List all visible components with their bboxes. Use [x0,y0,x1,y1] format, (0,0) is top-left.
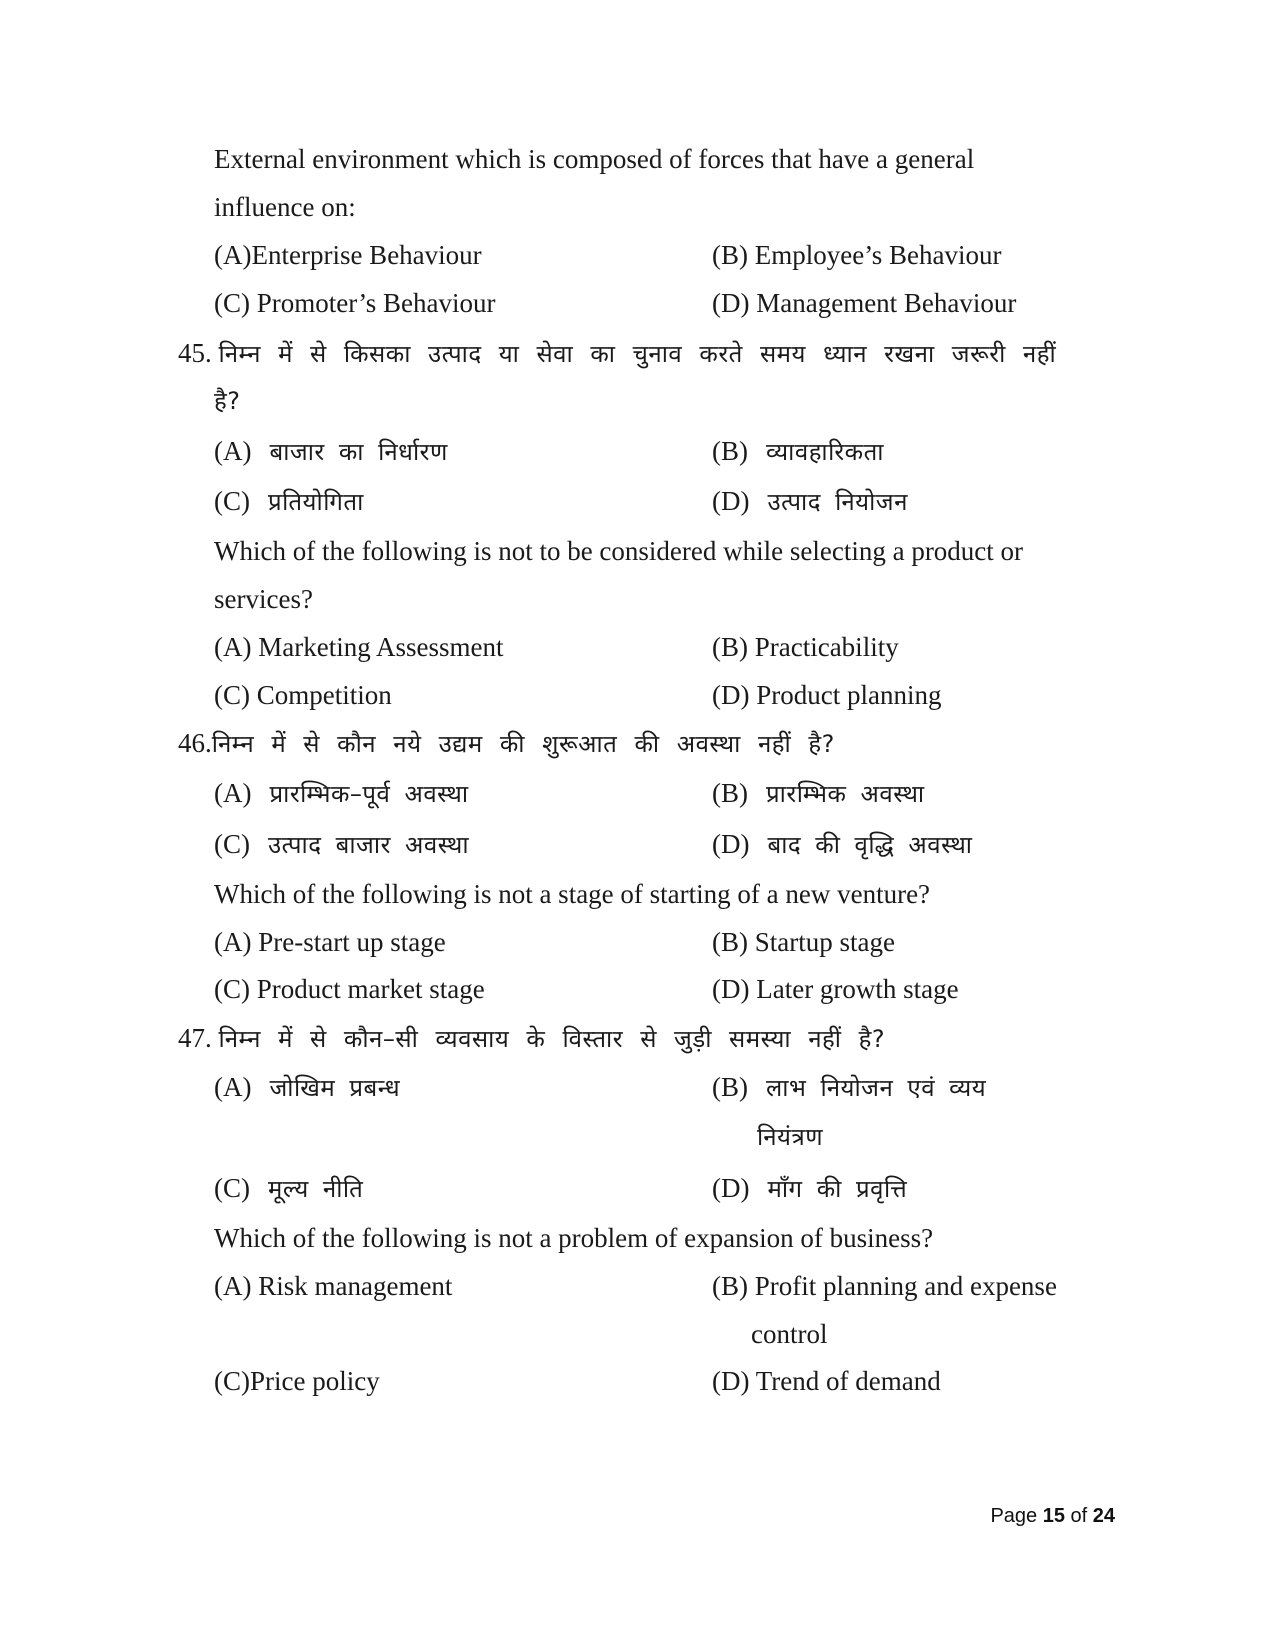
page-number [990,1505,1115,1528]
q46-option-d: (D) Later growth stage [712,974,959,1004]
option-label: (C) [214,829,250,859]
option-text: प्रारम्भिक अवस्था [766,780,925,808]
option-text: लाभ नियोजन एवं व्यय [766,1074,987,1102]
option-label: (A) [214,778,252,808]
q45-hindi-option-d [712,484,908,519]
q45-hindi-option-b [712,434,884,469]
q46-option-a: (A) Pre-start up stage [214,927,446,957]
page-middle: of [1064,1505,1093,1527]
option-label: (B) [712,1072,748,1102]
option-label: (A) [214,1072,252,1102]
q44-question-line1: External environment which is composed of forces that have a general [214,144,975,174]
q47-question: Which of the following is not a problem of expansion of business? [214,1223,934,1253]
q46-number: 46. [178,728,212,758]
option-label: (C) [214,486,250,516]
q47-hindi-option-d [712,1171,907,1206]
q46-question: Which of the following is not a stage of starting of a new venture? [214,879,931,909]
option-text: व्यावहारिकता [766,438,885,466]
q45-hindi-question-line2: है? [214,387,241,415]
option-label: (B) [712,778,748,808]
option-label: (D) [712,829,750,859]
option-text: मूल्य नीति [268,1175,364,1203]
q47-hindi-option-a [214,1070,400,1105]
q45-option-a: (A) Marketing Assessment [214,632,504,662]
q47-option-a: (A) Risk management [214,1271,453,1301]
q46-hindi-question [178,726,835,761]
option-text: उत्पाद नियोजन [767,488,908,516]
q47-option-b-line2: control [751,1319,828,1349]
option-text: जोखिम प्रबन्ध [269,1074,401,1102]
q47-hindi-option-c [214,1171,363,1206]
page-current: 15 [1042,1505,1065,1527]
q46-hindi-option-a [214,776,469,811]
page-prefix: Page [990,1505,1043,1527]
q46-hindi-question-text: निम्न में से कौन नये उद्यम की शुरूआत की अवस्था नहीं है? [211,730,835,758]
q45-hindi-question-text: निम्न में से किसका उत्पाद या सेवा का चुनाव करते समय ध्यान रखना जरूरी नहीं [218,340,1057,368]
q47-hindi-option-b [712,1070,986,1105]
option-text: उत्पाद बाजार अवस्था [268,831,470,859]
q47-hindi-question [178,1021,885,1056]
q46-hindi-option-d [712,827,973,862]
q45-number: 45. [178,338,212,368]
q46-option-b: (B) Startup stage [712,927,895,957]
q44-option-d: (D) Management Behaviour [712,288,1017,318]
q45-option-b: (B) Practicability [712,632,899,662]
q47-number: 47. [178,1023,212,1053]
q44-option-c: (C) Promoter’s Behaviour [214,288,496,318]
option-text: प्रारम्भिक–पूर्व अवस्था [269,780,469,808]
q46-option-c: (C) Product market stage [214,974,485,1004]
option-text: बाजार का निर्धारण [269,438,448,466]
q45-option-d: (D) Product planning [712,680,942,710]
q47-option-b: (B) Profit planning and expense [712,1271,1057,1301]
q44-option-a: (A)Enterprise Behaviour [214,240,482,270]
q47-hindi-option-b-line2: नियंत्रण [757,1123,824,1151]
q45-hindi-option-c [214,484,364,519]
option-text: प्रतियोगिता [268,488,364,516]
q45-question-line1: Which of the following is not to be considered while selecting a product or [214,536,1024,566]
option-label: (B) [712,436,748,466]
q45-hindi-option-a [214,434,448,469]
q47-hindi-question-text: निम्न में से कौन–सी व्यवसाय के विस्तार से जुड़ी समस्या नहीं है? [218,1025,886,1053]
option-text: माँग की प्रवृत्ति [767,1175,908,1203]
option-label: (C) [214,1173,250,1203]
option-label: (A) [214,436,252,466]
q47-option-d: (D) Trend of demand [712,1366,941,1396]
q47-option-c: (C)Price policy [214,1366,380,1396]
q45-question-line2: services? [214,584,313,614]
option-label: (D) [712,1173,750,1203]
q46-hindi-option-b [712,776,925,811]
option-text: बाद की वृद्धि अवस्था [767,831,973,859]
option-label: (D) [712,486,750,516]
q46-hindi-option-c [214,827,469,862]
q44-option-b: (B) Employee’s Behaviour [712,240,1002,270]
q45-hindi-question-line1 [178,336,1056,371]
page-total: 24 [1092,1505,1115,1527]
q44-question-line2: influence on: [214,192,356,222]
q45-option-c: (C) Competition [214,680,392,710]
